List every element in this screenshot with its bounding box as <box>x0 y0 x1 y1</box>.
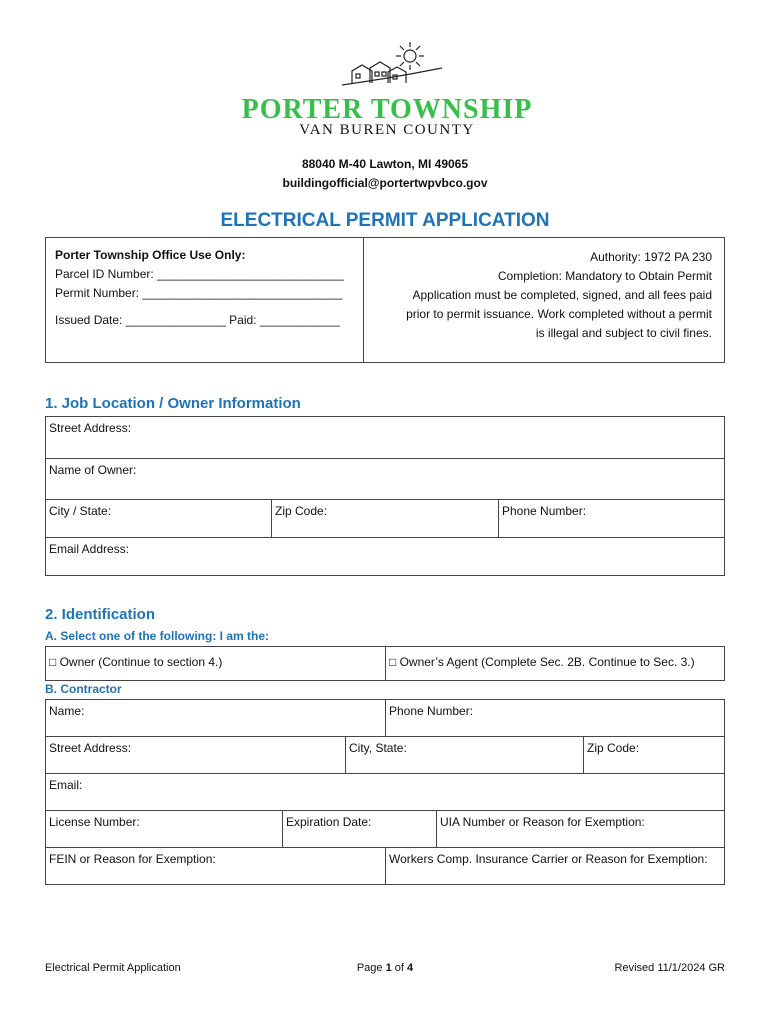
authority-notice <box>364 238 724 362</box>
contractor-name-field[interactable]: Name: <box>46 700 386 736</box>
office-use-fields <box>46 238 364 362</box>
notice-line-3: is illegal and subject to civil fines. <box>535 326 712 340</box>
township-logo <box>222 38 552 138</box>
county-name: VAN BUREN COUNTY <box>299 122 475 138</box>
section-1-title: 1. Job Location / Owner Information <box>45 395 301 412</box>
contractor-city-state-field[interactable]: City, State: <box>346 737 584 773</box>
workers-comp-field[interactable]: Workers Comp. Insurance Carrier or Reason for Exemption: <box>389 852 708 866</box>
permit-number-field[interactable]: Permit Number: ______________________________ <box>55 286 343 300</box>
contractor-form <box>45 699 725 885</box>
applicant-type-form <box>45 646 725 681</box>
parcel-id-field[interactable]: Parcel ID Number: ____________________________ <box>55 267 344 281</box>
contractor-email-field[interactable]: Email: <box>49 778 83 792</box>
expiration-date-field[interactable]: Expiration Date: <box>283 811 437 847</box>
issued-paid-field[interactable]: Issued Date: _______________ Paid: ____________ <box>55 313 340 327</box>
uia-number-field[interactable]: UIA Number or Reason for Exemption: <box>440 815 645 829</box>
fein-field[interactable]: FEIN or Reason for Exemption: <box>46 848 386 884</box>
page-title: ELECTRICAL PERMIT APPLICATION <box>220 210 550 231</box>
notice-line-2: prior to permit issuance. Work completed without a permit <box>406 307 712 321</box>
job-phone-field[interactable]: Phone Number: <box>502 504 587 518</box>
completion-text: Completion: Mandatory to Obtain Permit <box>497 269 712 283</box>
contractor-phone-field[interactable]: Phone Number: <box>389 704 474 718</box>
office-use-box <box>45 237 725 363</box>
office-use-heading: Porter Township Office Use Only: <box>55 248 246 262</box>
footer-revision: Revised 11/1/2024 GR <box>614 962 725 974</box>
township-name: PORTER TOWNSHIP <box>241 94 533 125</box>
job-location-form <box>45 416 725 576</box>
page-current: 1 <box>385 962 392 974</box>
owner-checkbox[interactable]: □ Owner (Continue to section 4.) <box>46 647 386 680</box>
page-of: of <box>391 962 408 974</box>
section-2a-title: A. Select one of the following: I am the: <box>45 629 270 643</box>
footer-doc-name: Electrical Permit Application <box>45 962 181 974</box>
job-street-address-field[interactable]: Street Address: <box>49 421 132 435</box>
job-city-state-field[interactable]: City / State: <box>46 500 272 537</box>
office-address: 88040 M-40 Lawton, MI 49065 <box>301 157 469 171</box>
contractor-street-field[interactable]: Street Address: <box>46 737 346 773</box>
notice-line-1: Application must be completed, signed, and all fees paid <box>412 288 712 302</box>
owner-name-field[interactable]: Name of Owner: <box>49 463 137 477</box>
license-number-field[interactable]: License Number: <box>46 811 283 847</box>
job-email-field[interactable]: Email Address: <box>49 542 130 556</box>
page-total: 4 <box>407 962 414 974</box>
section-2-title: 2. Identification <box>45 606 156 623</box>
contractor-zip-field[interactable]: Zip Code: <box>587 741 640 755</box>
office-email[interactable]: buildingofficial@portertwpvbco.gov <box>282 176 488 190</box>
houses-sun-icon <box>342 38 442 88</box>
owner-agent-checkbox[interactable]: □ Owner’s Agent (Complete Sec. 2B. Continue to Sec. 3.) <box>389 655 695 669</box>
job-zip-field[interactable]: Zip Code: <box>272 500 499 537</box>
page-prefix: Page <box>356 962 386 974</box>
section-2b-title: B. Contractor <box>45 682 122 696</box>
authority-text: Authority: 1972 PA 230 <box>590 250 712 264</box>
